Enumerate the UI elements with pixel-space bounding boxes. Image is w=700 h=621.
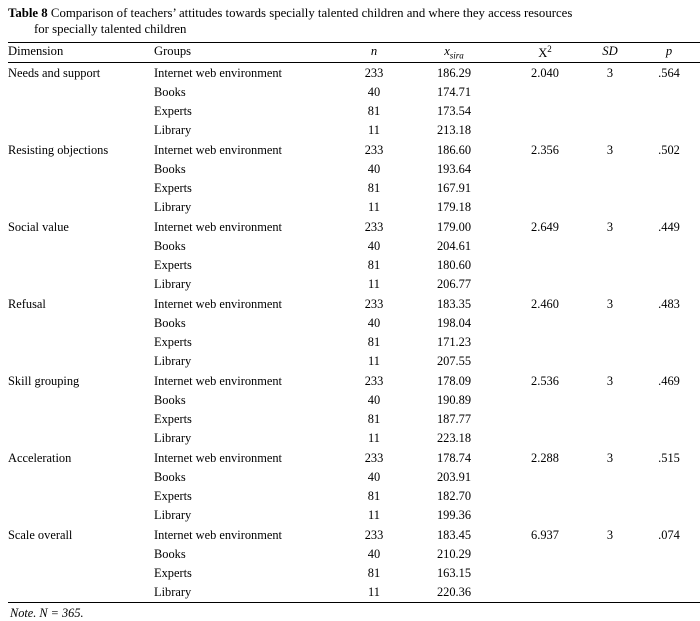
table-row bbox=[8, 487, 700, 506]
cell-group: Experts bbox=[154, 181, 192, 196]
cell-n: 81 bbox=[367, 104, 381, 119]
cell-dimension bbox=[8, 468, 154, 487]
cell-p: .483 bbox=[658, 297, 680, 312]
cell-sd: 3 bbox=[606, 143, 614, 158]
cell-n: 233 bbox=[364, 220, 384, 235]
cell-mean: 193.64 bbox=[436, 162, 472, 177]
cell-sd bbox=[582, 102, 638, 121]
cell-chi bbox=[508, 256, 582, 275]
cell-dimension bbox=[8, 179, 154, 198]
cell-sd bbox=[582, 583, 638, 603]
cell-n: 81 bbox=[367, 489, 381, 504]
table-row bbox=[8, 256, 700, 275]
cell-group: Library bbox=[154, 277, 192, 292]
header-sd: SD bbox=[582, 43, 638, 63]
cell-n: 40 bbox=[367, 470, 381, 485]
table-row bbox=[8, 583, 700, 603]
header-n: n bbox=[348, 43, 400, 63]
cell-sd: 3 bbox=[606, 374, 614, 389]
table-row bbox=[8, 63, 700, 84]
cell-dimension bbox=[8, 275, 154, 294]
table-row bbox=[8, 545, 700, 564]
cell-p bbox=[638, 314, 700, 333]
cell-n: 233 bbox=[364, 374, 384, 389]
cell-p bbox=[638, 506, 700, 525]
cell-p bbox=[638, 160, 700, 179]
cell-chi bbox=[508, 583, 582, 603]
cell-sd: 3 bbox=[606, 297, 614, 312]
cell-n: 40 bbox=[367, 547, 381, 562]
cell-mean: 179.18 bbox=[436, 200, 472, 215]
cell-p bbox=[638, 391, 700, 410]
cell-dimension bbox=[8, 237, 154, 256]
cell-p bbox=[638, 545, 700, 564]
cell-p bbox=[638, 564, 700, 583]
cell-p bbox=[638, 352, 700, 371]
cell-group: Internet web environment bbox=[154, 143, 282, 158]
table-row bbox=[8, 371, 700, 391]
cell-chi bbox=[508, 121, 582, 140]
cell-p bbox=[638, 256, 700, 275]
cell-dimension bbox=[8, 352, 154, 371]
table-row bbox=[8, 525, 700, 545]
cell-group: Books bbox=[154, 316, 186, 331]
cell-dimension bbox=[8, 429, 154, 448]
cell-n: 233 bbox=[364, 143, 384, 158]
header-chi-symbol: X bbox=[538, 46, 548, 61]
cell-chi: 2.649 bbox=[531, 220, 559, 235]
cell-p bbox=[638, 83, 700, 102]
cell-chi bbox=[508, 506, 582, 525]
cell-n: 11 bbox=[368, 200, 380, 215]
cell-n: 40 bbox=[367, 393, 381, 408]
cell-sd bbox=[582, 410, 638, 429]
cell-sd bbox=[582, 160, 638, 179]
cell-n: 11 bbox=[348, 583, 400, 603]
cell-mean: 190.89 bbox=[436, 393, 472, 408]
cell-group: Internet web environment bbox=[154, 451, 282, 466]
table-row bbox=[8, 237, 700, 256]
header-chi-exponent: 2 bbox=[547, 44, 552, 55]
cell-dimension: Social value bbox=[8, 220, 69, 235]
cell-group: Library bbox=[154, 200, 192, 215]
cell-n: 81 bbox=[367, 335, 381, 350]
cell-chi bbox=[508, 83, 582, 102]
cell-mean: 174.71 bbox=[436, 85, 472, 100]
table-row bbox=[8, 448, 700, 468]
cell-dimension bbox=[8, 564, 154, 583]
comparison-table bbox=[8, 42, 700, 603]
cell-dimension bbox=[8, 160, 154, 179]
cell-mean: 203.91 bbox=[436, 470, 472, 485]
cell-group: Internet web environment bbox=[154, 220, 282, 235]
cell-dimension bbox=[8, 256, 154, 275]
cell-chi bbox=[508, 410, 582, 429]
cell-sd bbox=[582, 391, 638, 410]
cell-group: Books bbox=[154, 162, 186, 177]
cell-group: Experts bbox=[154, 412, 192, 427]
cell-sd bbox=[582, 352, 638, 371]
cell-mean: 178.09 bbox=[436, 374, 472, 389]
cell-n: 81 bbox=[367, 181, 381, 196]
cell-chi: 2.288 bbox=[531, 451, 559, 466]
cell-p bbox=[638, 198, 700, 217]
cell-mean: 220.36 bbox=[400, 583, 508, 603]
table-row bbox=[8, 102, 700, 121]
cell-dimension bbox=[8, 314, 154, 333]
cell-sd bbox=[582, 487, 638, 506]
cell-group: Books bbox=[154, 470, 186, 485]
header-chi-square bbox=[508, 43, 582, 63]
cell-group: Library bbox=[154, 354, 192, 369]
cell-p bbox=[638, 179, 700, 198]
cell-sd bbox=[582, 256, 638, 275]
table-row bbox=[8, 429, 700, 448]
cell-mean: 210.29 bbox=[436, 547, 472, 562]
cell-n: 233 bbox=[364, 297, 384, 312]
cell-dimension: Resisting objections bbox=[8, 143, 109, 158]
cell-group: Books bbox=[154, 239, 186, 254]
cell-group: Library bbox=[154, 583, 348, 603]
cell-mean: 163.15 bbox=[436, 566, 472, 581]
cell-p: .449 bbox=[658, 220, 680, 235]
table-row bbox=[8, 121, 700, 140]
cell-n: 40 bbox=[367, 316, 381, 331]
cell-chi bbox=[508, 237, 582, 256]
cell-mean: 186.60 bbox=[436, 143, 472, 158]
cell-p bbox=[638, 275, 700, 294]
cell-dimension bbox=[8, 410, 154, 429]
cell-mean: 167.91 bbox=[436, 181, 472, 196]
cell-group: Experts bbox=[154, 335, 192, 350]
table-row bbox=[8, 314, 700, 333]
cell-dimension bbox=[8, 487, 154, 506]
cell-chi bbox=[508, 275, 582, 294]
cell-n: 81 bbox=[367, 412, 381, 427]
cell-dimension bbox=[8, 333, 154, 352]
cell-dimension bbox=[8, 198, 154, 217]
cell-sd bbox=[582, 314, 638, 333]
cell-sd bbox=[582, 83, 638, 102]
cell-mean: 204.61 bbox=[436, 239, 472, 254]
cell-sd bbox=[582, 275, 638, 294]
cell-mean: 173.54 bbox=[436, 104, 472, 119]
cell-sd bbox=[582, 333, 638, 352]
cell-chi bbox=[508, 314, 582, 333]
cell-chi bbox=[508, 564, 582, 583]
cell-p: .515 bbox=[658, 451, 680, 466]
table-note-text: N = 365. bbox=[39, 606, 84, 621]
cell-mean: 171.23 bbox=[436, 335, 472, 350]
table-caption-label: Table 8 bbox=[8, 6, 48, 20]
cell-dimension bbox=[8, 83, 154, 102]
cell-p bbox=[638, 102, 700, 121]
cell-chi: 2.536 bbox=[531, 374, 559, 389]
table-note-label: Note. bbox=[10, 606, 37, 621]
cell-p: .502 bbox=[658, 143, 680, 158]
cell-group: Experts bbox=[154, 258, 192, 273]
cell-p bbox=[638, 429, 700, 448]
x-bar-symbol bbox=[444, 43, 450, 60]
cell-mean: 223.18 bbox=[436, 431, 472, 446]
cell-sd bbox=[582, 179, 638, 198]
cell-dimension bbox=[8, 121, 154, 140]
table-row bbox=[8, 275, 700, 294]
cell-group: Internet web environment bbox=[154, 297, 282, 312]
cell-p bbox=[638, 468, 700, 487]
cell-group: Experts bbox=[154, 104, 192, 119]
cell-chi bbox=[508, 391, 582, 410]
table-row bbox=[8, 410, 700, 429]
cell-mean: 183.35 bbox=[436, 297, 472, 312]
header-p: p bbox=[638, 43, 700, 63]
table-caption-line1: Comparison of teachers’ attitudes towards specially talented children and where they access resources bbox=[50, 6, 573, 20]
table-row bbox=[8, 333, 700, 352]
cell-group: Internet web environment bbox=[154, 528, 282, 543]
table-caption bbox=[8, 6, 692, 37]
cell-mean: 213.18 bbox=[436, 123, 472, 138]
cell-p bbox=[638, 237, 700, 256]
cell-sd bbox=[582, 564, 638, 583]
cell-group: Books bbox=[154, 85, 186, 100]
cell-mean: 199.36 bbox=[436, 508, 472, 523]
cell-n: 11 bbox=[368, 431, 380, 446]
cell-mean: 178.74 bbox=[436, 451, 472, 466]
cell-sd: 3 bbox=[606, 451, 614, 466]
cell-sd bbox=[582, 506, 638, 525]
header-groups: Groups bbox=[154, 43, 348, 63]
cell-chi: 6.937 bbox=[531, 528, 559, 543]
cell-mean: 206.77 bbox=[436, 277, 472, 292]
cell-dimension bbox=[8, 545, 154, 564]
table-row bbox=[8, 217, 700, 237]
table-row bbox=[8, 160, 700, 179]
cell-group: Books bbox=[154, 393, 186, 408]
cell-mean: 198.04 bbox=[436, 316, 472, 331]
cell-chi bbox=[508, 352, 582, 371]
cell-mean: 182.70 bbox=[436, 489, 472, 504]
table-row bbox=[8, 352, 700, 371]
table-header bbox=[8, 43, 700, 63]
cell-group: Experts bbox=[154, 566, 192, 581]
cell-group: Library bbox=[154, 123, 192, 138]
cell-n: 11 bbox=[368, 123, 380, 138]
cell-chi bbox=[508, 545, 582, 564]
cell-n: 40 bbox=[367, 162, 381, 177]
header-mean-symbol: x bbox=[444, 44, 450, 59]
cell-chi bbox=[508, 487, 582, 506]
cell-n: 40 bbox=[367, 239, 381, 254]
cell-group: Internet web environment bbox=[154, 63, 348, 84]
table-caption-line2: for specially talented children bbox=[34, 21, 187, 36]
cell-chi bbox=[508, 102, 582, 121]
cell-dimension: Refusal bbox=[8, 297, 46, 312]
cell-chi bbox=[508, 160, 582, 179]
cell-p bbox=[638, 333, 700, 352]
table-row bbox=[8, 468, 700, 487]
cell-dimension: Scale overall bbox=[8, 528, 73, 543]
cell-n: 11 bbox=[368, 277, 380, 292]
cell-dimension bbox=[8, 102, 154, 121]
cell-dimension bbox=[8, 391, 154, 410]
table-row bbox=[8, 83, 700, 102]
cell-sd bbox=[582, 121, 638, 140]
header-mean-subscript: sira bbox=[449, 50, 464, 61]
cell-mean: 180.60 bbox=[436, 258, 472, 273]
cell-chi bbox=[508, 179, 582, 198]
cell-p bbox=[638, 121, 700, 140]
cell-p: .469 bbox=[658, 374, 680, 389]
cell-chi: 2.040 bbox=[508, 63, 582, 84]
table-row bbox=[8, 564, 700, 583]
cell-sd bbox=[582, 468, 638, 487]
cell-n: 11 bbox=[368, 508, 380, 523]
cell-chi bbox=[508, 468, 582, 487]
table-row bbox=[8, 179, 700, 198]
cell-n: 81 bbox=[367, 566, 381, 581]
cell-mean: 186.29 bbox=[400, 63, 508, 84]
header-mean bbox=[400, 43, 508, 63]
table-row bbox=[8, 391, 700, 410]
cell-n: 11 bbox=[368, 354, 380, 369]
cell-p: .074 bbox=[658, 528, 680, 543]
cell-n: 233 bbox=[364, 528, 384, 543]
table-row bbox=[8, 506, 700, 525]
cell-mean: 183.45 bbox=[436, 528, 472, 543]
cell-mean: 187.77 bbox=[436, 412, 472, 427]
cell-sd bbox=[582, 429, 638, 448]
header-dimension: Dimension bbox=[8, 43, 154, 63]
cell-mean: 179.00 bbox=[436, 220, 472, 235]
cell-chi bbox=[508, 429, 582, 448]
cell-group: Internet web environment bbox=[154, 374, 282, 389]
cell-dimension: Skill grouping bbox=[8, 374, 80, 389]
cell-sd bbox=[582, 198, 638, 217]
table-note bbox=[8, 603, 692, 621]
cell-group: Library bbox=[154, 508, 192, 523]
cell-n: 233 bbox=[364, 451, 384, 466]
cell-mean: 207.55 bbox=[436, 354, 472, 369]
cell-n: 40 bbox=[367, 85, 381, 100]
cell-p: .564 bbox=[638, 63, 700, 84]
cell-p bbox=[638, 410, 700, 429]
cell-n: 233 bbox=[348, 63, 400, 84]
cell-dimension bbox=[8, 583, 154, 603]
table-row bbox=[8, 140, 700, 160]
table-row bbox=[8, 294, 700, 314]
cell-dimension bbox=[8, 506, 154, 525]
cell-p bbox=[638, 487, 700, 506]
cell-n: 81 bbox=[367, 258, 381, 273]
cell-sd bbox=[582, 545, 638, 564]
cell-sd: 3 bbox=[606, 528, 614, 543]
cell-p bbox=[638, 583, 700, 603]
cell-group: Books bbox=[154, 547, 186, 562]
cell-group: Experts bbox=[154, 489, 192, 504]
cell-group: Library bbox=[154, 431, 192, 446]
cell-sd: 3 bbox=[606, 220, 614, 235]
cell-dimension: Acceleration bbox=[8, 451, 72, 466]
cell-sd: 3 bbox=[582, 63, 638, 84]
cell-chi bbox=[508, 198, 582, 217]
table-row bbox=[8, 198, 700, 217]
table-header-row bbox=[8, 43, 700, 63]
cell-chi bbox=[508, 333, 582, 352]
cell-dimension: Needs and support bbox=[8, 63, 154, 84]
cell-chi: 2.460 bbox=[531, 297, 559, 312]
cell-chi: 2.356 bbox=[531, 143, 559, 158]
cell-sd bbox=[582, 237, 638, 256]
table-body bbox=[8, 63, 700, 603]
